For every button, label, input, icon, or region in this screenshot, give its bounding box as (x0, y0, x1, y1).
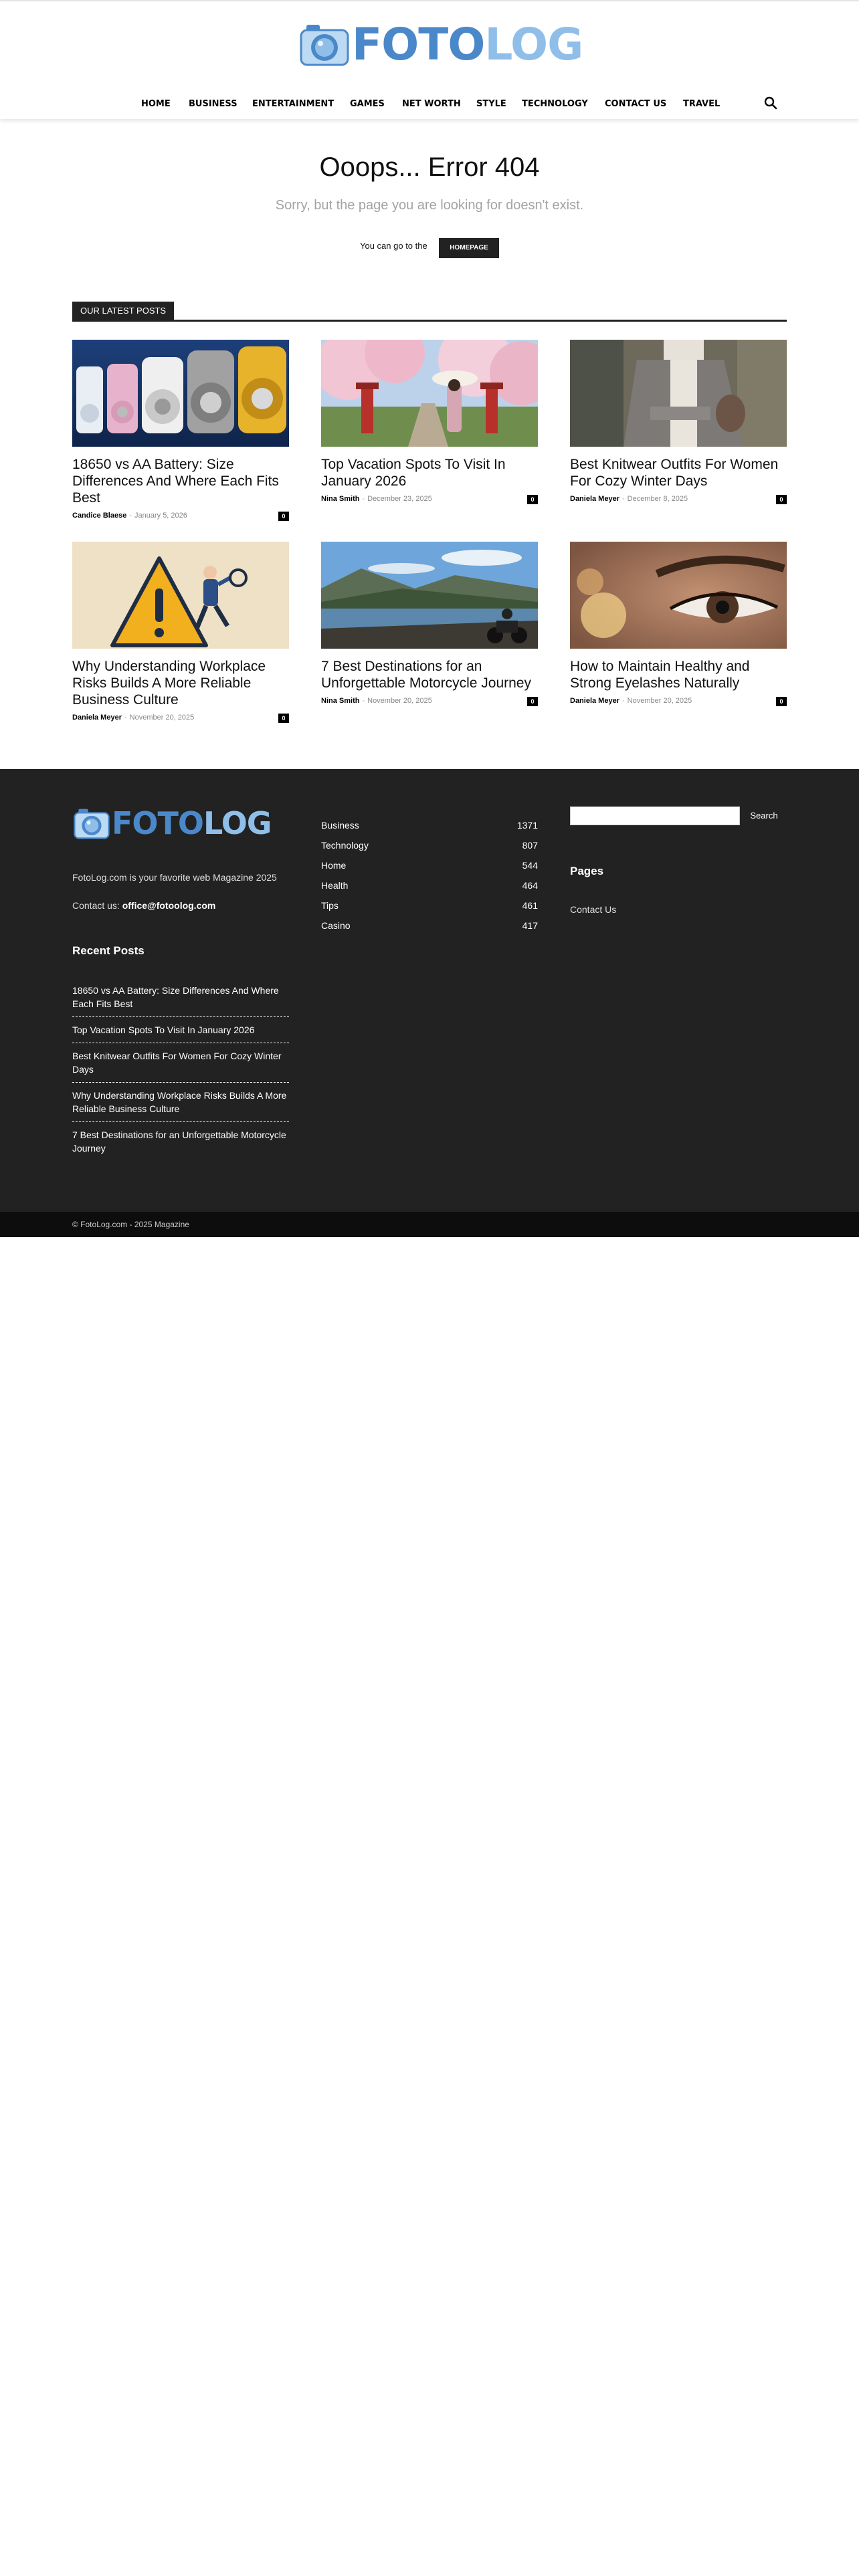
footer-search-input[interactable] (570, 807, 740, 825)
category-name: Casino (321, 920, 351, 931)
category-item[interactable] (321, 820, 538, 840)
latest-posts-header (72, 302, 787, 322)
post-meta (72, 512, 289, 521)
nav-games[interactable]: GAMES (350, 99, 385, 109)
recent-post-link[interactable]: Why Understanding Workplace Risks Builds A More Reliable Business Culture (72, 1083, 289, 1122)
post-author[interactable]: Candice Blaese (72, 512, 127, 520)
logo-wordmark: FOTOLOG (352, 19, 583, 70)
footer-about: FotoLog.com is your favorite web Magazine 2025 (72, 872, 277, 883)
post-meta (72, 714, 289, 723)
category-name: Health (321, 880, 349, 891)
post-thumbnail-vacation[interactable] (321, 340, 538, 447)
category-item[interactable] (321, 860, 538, 880)
post-date: November 20, 2025 (129, 714, 195, 722)
nav-style[interactable]: STYLE (476, 99, 506, 109)
post-date: November 20, 2025 (367, 697, 432, 705)
post-title[interactable]: Why Understanding Workplace Risks Builds A More Reliable Business Culture (72, 659, 266, 708)
pages-link-contact-us[interactable]: Contact Us (570, 904, 617, 915)
post-author[interactable]: Nina Smith (321, 495, 360, 503)
search-icon[interactable] (763, 95, 779, 111)
category-item[interactable] (321, 880, 538, 900)
post-author[interactable]: Daniela Meyer (570, 697, 619, 705)
contact-label: Contact us: (72, 900, 120, 911)
camera-icon (74, 808, 110, 839)
error-subtitle: Sorry, but the page you are looking for doesn't exist. (275, 198, 584, 213)
nav-business[interactable]: BUSINESS (189, 99, 237, 109)
camera-icon (300, 23, 349, 66)
category-name: Business (321, 820, 359, 831)
category-item[interactable] (321, 920, 538, 940)
comment-count[interactable]: 0 (527, 697, 538, 706)
recent-posts-list (72, 978, 289, 1161)
post-card (321, 340, 538, 504)
recent-post-link[interactable]: 7 Best Destinations for an Unforgettable Motorcycle Journey (72, 1130, 286, 1154)
category-count: 464 (522, 880, 538, 891)
sub-footer (0, 1212, 859, 1237)
category-name: Technology (321, 840, 369, 851)
post-card (321, 542, 538, 706)
category-name: Tips (321, 900, 339, 911)
category-item[interactable] (321, 900, 538, 920)
meta-separator: - (362, 697, 365, 705)
post-meta (321, 495, 538, 504)
post-meta (570, 495, 787, 504)
category-item[interactable] (321, 840, 538, 860)
category-count: 807 (522, 840, 538, 851)
post-title[interactable]: 7 Best Destinations for an Unforgettable Motorcycle Journey (321, 659, 531, 691)
post-card (72, 340, 289, 521)
meta-separator: - (129, 512, 132, 520)
post-card (570, 542, 787, 706)
post-thumbnail-workplace-risk[interactable] (72, 542, 289, 649)
recent-post-link[interactable]: Top Vacation Spots To Visit In January 2026 (72, 1017, 289, 1043)
post-author[interactable]: Nina Smith (321, 697, 360, 705)
recent-post-link[interactable]: Best Knitwear Outfits For Women For Cozy Winter Days (72, 1043, 289, 1083)
post-meta (321, 697, 538, 706)
post-title[interactable]: How to Maintain Healthy and Strong Eyelashes Naturally (570, 659, 750, 691)
site-footer (0, 769, 859, 1212)
category-name: Home (321, 860, 347, 871)
main-nav (0, 95, 859, 115)
meta-separator: - (622, 697, 625, 705)
post-date: December 23, 2025 (367, 495, 432, 503)
pages-heading: Pages (570, 865, 604, 877)
post-meta (570, 697, 787, 706)
meta-separator: - (362, 495, 365, 503)
meta-separator: - (622, 495, 625, 503)
contact-email[interactable]: office@fotoolog.com (122, 900, 216, 911)
footer-logo-wordmark: FOTOLOG (112, 805, 272, 841)
copyright-text: © FotoLog.com - 2025 Magazine (72, 1220, 189, 1229)
comment-count[interactable]: 0 (776, 697, 787, 706)
post-author[interactable]: Daniela Meyer (570, 495, 619, 503)
latest-posts-title: OUR LATEST POSTS (72, 302, 174, 320)
comment-count[interactable]: 0 (278, 714, 289, 723)
post-date: December 8, 2025 (627, 495, 688, 503)
footer-logo[interactable] (74, 805, 272, 841)
site-logo[interactable] (300, 21, 583, 68)
footer-search-button[interactable]: Search (741, 807, 787, 825)
footer-contact (72, 900, 215, 911)
post-thumbnail-batteries[interactable] (72, 340, 289, 447)
nav-travel[interactable]: TRAVEL (683, 99, 721, 109)
post-title[interactable]: Top Vacation Spots To Visit In January 2026 (321, 457, 506, 489)
post-author[interactable]: Daniela Meyer (72, 714, 122, 722)
post-thumbnail-eyelashes[interactable] (570, 542, 787, 649)
category-count: 461 (522, 900, 538, 911)
recent-post-link[interactable]: 18650 vs AA Battery: Size Differences And Where Each Fits Best (72, 978, 289, 1017)
category-list (321, 820, 538, 940)
category-count: 1371 (516, 820, 538, 831)
post-title[interactable]: Best Knitwear Outfits For Women For Cozy Winter Days (570, 457, 779, 489)
homepage-button[interactable]: HOMEPAGE (439, 238, 499, 258)
category-count: 544 (522, 860, 538, 871)
post-thumbnail-motorcycle[interactable] (321, 542, 538, 649)
nav-contact-us[interactable]: CONTACT US (605, 99, 667, 109)
post-title[interactable]: 18650 vs AA Battery: Size Differences And Where Each Fits Best (72, 457, 279, 506)
post-thumbnail-knitwear[interactable] (570, 340, 787, 447)
category-count: 417 (522, 920, 538, 931)
nav-entertainment[interactable]: ENTERTAINMENT (252, 99, 335, 109)
post-card (72, 542, 289, 723)
comment-count[interactable]: 0 (278, 512, 289, 521)
recent-posts-heading: Recent Posts (72, 944, 145, 957)
site-header (0, 1, 859, 119)
nav-net-worth[interactable]: NET WORTH (402, 99, 461, 109)
post-date: November 20, 2025 (627, 697, 692, 705)
error-title: Ooops... Error 404 (319, 152, 540, 182)
nav-home[interactable]: HOME (141, 99, 171, 109)
comment-count[interactable]: 0 (776, 495, 787, 504)
post-date: January 5, 2026 (134, 512, 187, 520)
goto-text: You can go to the (360, 241, 427, 251)
post-card (570, 340, 787, 504)
meta-separator: - (124, 714, 127, 722)
nav-technology[interactable]: TECHNOLOGY (522, 99, 588, 109)
comment-count[interactable]: 0 (527, 495, 538, 504)
